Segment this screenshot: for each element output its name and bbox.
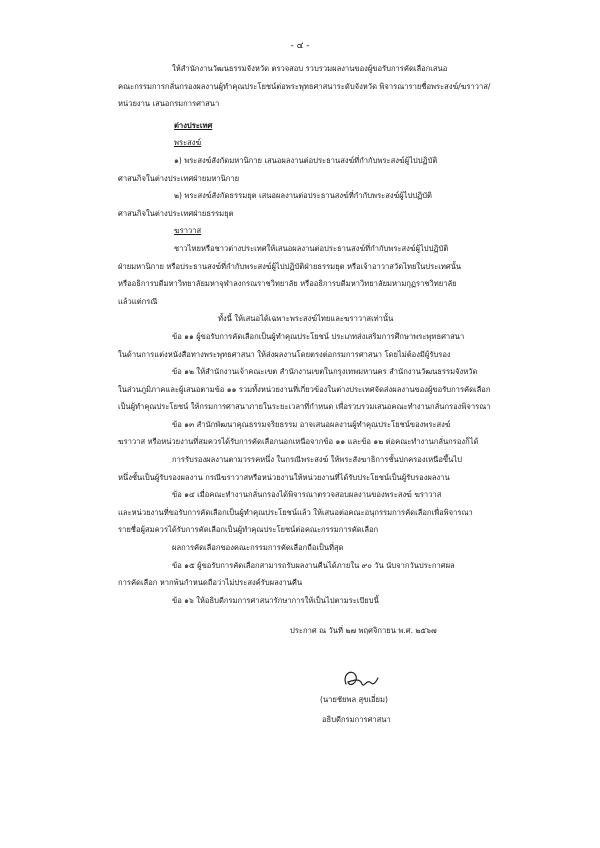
article-line: การรับรองผลงานตามวรรคหนึ่ง ในกรณีพระสงฆ์ ให้พระสังฆาธิการชั้นปกครองเหนือขึ้นไป [172, 455, 462, 465]
article-paragraph [118, 557, 520, 592]
article-line: ข้อ ๑๕ ผู้ขอรับการคัดเลือกสามารถรับผลงานคืนได้ภายใน ๙๐ วัน นับจากวันประกาศผล [172, 560, 455, 570]
lay-line: ฝ่ายมหานิกาย หรือประธานสงฆ์ที่กำกับพระสงฆ์ผู้ไปปฏิบัติฝ่ายธรรมยุต หรือเจ้าอาวาสวัดไทยในประเทศนั้น [118, 261, 462, 271]
announcement-line: ประกาศ ณ วันที่ ๒๗ พฤศจิกายน พ.ศ. ๒๕๖๗ [290, 626, 437, 635]
article-paragraph [118, 451, 520, 486]
foreign-heading: ต่างประเทศ [174, 120, 213, 130]
articles [118, 328, 520, 610]
article-line: ในด้านการแต่งหนังสือทางพระพุทธศาสนา ให้ส่งผลงานโดยตรงต่อกรมการศาสนา โดยไม่ต้องมีผู้รับรอง [118, 349, 451, 359]
lay-line: ชาวไทยหรือชาวต่างประเทศให้เสนอผลงานต่อประธานสงฆ์ที่กำกับพระสงฆ์ผู้ไปปฏิบัติ [174, 243, 449, 253]
article-line: เป็นผู้ทำคุณประโยชน์ ให้กรมการศาสนาภายในระยะเวลาที่กำหนด เพื่อรวบรวมเสนอคณะทำงานกลั่นกรองพิจารณา [118, 402, 491, 412]
article-line: ในส่วนภูมิภาคและผู้เสนอตามข้อ ๑๑ รวมทั้งหน่วยงานที่เกี่ยวข้องในต่างประเทศจัดส่งผลงานของผู้ขอรับการคัดเลือก [118, 384, 491, 394]
intro-line: หน่วยงาน เสนอกรมการศาสนา [118, 99, 220, 109]
page-number: - ๔ - [290, 41, 310, 51]
monk-heading: พระสงฆ์ [174, 138, 202, 148]
article-paragraph [118, 416, 520, 451]
monk-items [118, 152, 520, 222]
intro-line: คณะกรรมการกลั่นกรองผลงานผู้ทำคุณประโยชน์ต่อพระพุทธศาสนาระดับจังหวัด พิจารณารายชื่อพระสงฆ์/ฆราวาส/ [118, 81, 491, 91]
article-line: ข้อ ๑๒ ให้สำนักงานเจ้าคณะเขต สำนักงานเขตในกรุงเทพมหานคร สำนักงานวัฒนธรรมจังหวัด [172, 367, 478, 377]
article-line: ฆราวาส หรือหน่วยงานที่สมควรได้รับการคัดเลือกนอกเหนือจากข้อ ๑๑ และข้อ ๑๒ ต่อคณะทำงานกลั่นกรองก็ได้ [118, 437, 479, 447]
signer-title: อธิบดีกรมการศาสนา [322, 715, 391, 724]
document-body [118, 60, 520, 609]
lay-paragraph [118, 240, 520, 310]
monk-item-line: ๑) พระสงฆ์สังกัดมหานิกาย เสนอผลงานต่อประธานสงฆ์ที่กำกับพระสงฆ์ผู้ไปปฏิบัติ [174, 155, 438, 165]
article-line: และหน่วยงานที่ขอรับการคัดเลือกเป็นผู้ทำคุณประโยชน์แล้ว ให้เสนอต่อคณะอนุกรรมการคัดเลือกเพื่อพิจารณา [118, 507, 473, 517]
article-paragraph [118, 328, 520, 363]
intro-line: ให้สำนักงานวัฒนธรรมจังหวัด ตรวจสอบ รวบรวมผลงานของผู้ขอรับการคัดเลือกเสนอ [172, 64, 448, 73]
intro-paragraph [118, 60, 520, 113]
article-paragraph [118, 363, 520, 416]
article-paragraph [118, 539, 520, 557]
article-line: การคัดเลือก หากพ้นกำหนดถือว่าไม่ประสงค์รับผลงานคืน [118, 578, 303, 588]
monk-item-line: ศาสนกิจในต่างประเทศฝ่ายธรรมยุต [118, 208, 234, 218]
article-line: หนึ่งชั้นเป็นผู้รับรองผลงาน กรณีฆราวาสหรือหน่วยงานให้หน่วยงานที่ได้รับประโยชน์เป็นผู้รับรองผลงาน [118, 472, 450, 482]
monk-item-line: ศาสนกิจในต่างประเทศฝ่ายมหานิกาย [118, 173, 240, 183]
monk-item-line: ๒) พระสงฆ์สังกัดธรรมยุต เสนอผลงานต่อประธานสงฆ์ที่กำกับพระสงฆ์ผู้ไปปฏิบัติ [174, 191, 432, 201]
signature-icon [336, 666, 386, 694]
article-line: ข้อ ๑๖ ให้อธิบดีกรมการศาสนารักษาการให้เป็นไปตามระเบียบนี้ [172, 595, 379, 605]
article-line: ข้อ ๑๓ สำนักพัฒนาคุณธรรมจริยธรรม อาจเสนอผลงานผู้ทำคุณประโยชน์ของพระสงฆ์ [172, 419, 451, 429]
lay-heading: ฆราวาส [174, 226, 202, 236]
lay-line: หรืออธิการบดีมหาวิทยาลัยมหาจุฬาลงกรณราชวิทยาลัย หรืออธิการบดีมหาวิทยาลัยมหามกุฏราชวิทยาลัย [118, 279, 457, 289]
article-line: รายชื่อผู้สมควรได้รับการคัดเลือกเป็นผู้ทำคุณประโยชน์ต่อคณะกรรมการคัดเลือก [118, 525, 379, 535]
article-line: ผลการคัดเลือกของคณะกรรมการคัดเลือกถือเป็นที่สุด [172, 543, 344, 553]
article-line: ข้อ ๑๑ ผู้ขอรับการคัดเลือกเป็นผู้ทำคุณประโยชน์ ประเภทส่งเสริมการศึกษาพระพุทธศาสนา [172, 331, 465, 341]
article-line: ข้อ ๑๔ เมื่อคณะทำงานกลั่นกรองได้พิจารณาตรวจสอบผลงานของพระสงฆ์ ฆราวาส [172, 490, 442, 500]
lay-line: แล้วแต่กรณี [118, 296, 158, 306]
signer-name: (นายชัยพล สุขเอี่ยม) [320, 695, 388, 704]
article-paragraph [118, 486, 520, 539]
note-line: ทั้งนี้ ให้เสนอได้เฉพาะพระสงฆ์ไทยและฆราวาสเท่านั้น [218, 314, 394, 324]
article-paragraph [118, 592, 520, 610]
